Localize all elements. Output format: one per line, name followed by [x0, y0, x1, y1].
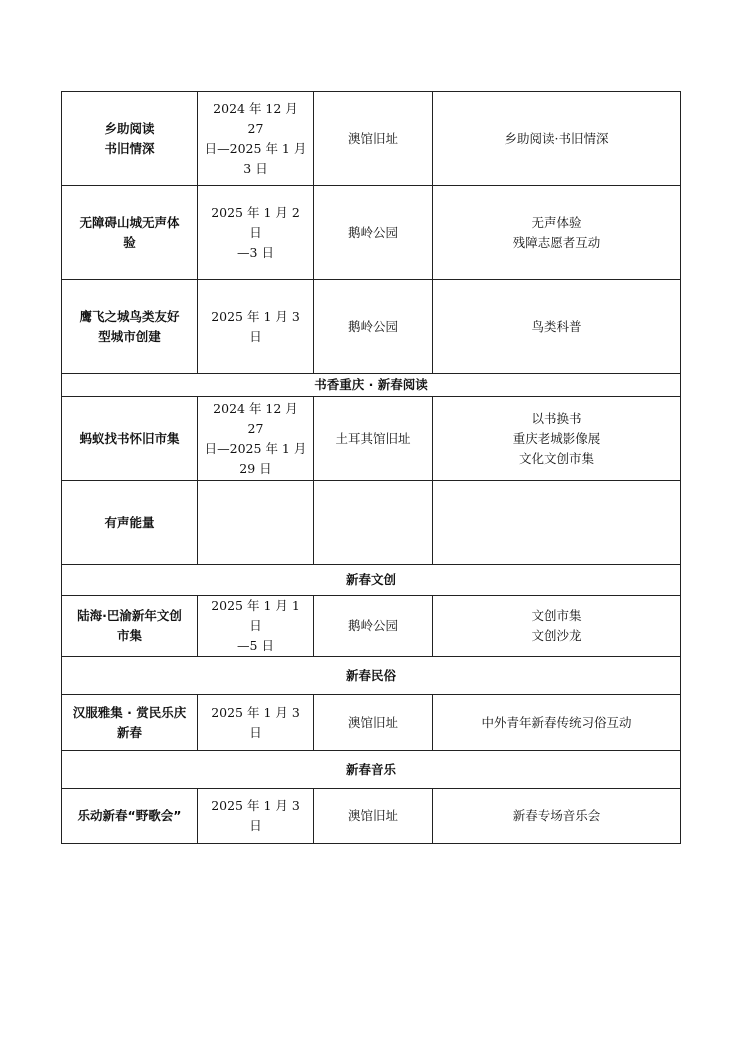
event-content: [433, 596, 681, 657]
event-content: [433, 92, 681, 186]
event-content: [433, 789, 681, 844]
event-name: [62, 789, 198, 844]
event-place: [314, 789, 433, 844]
event-name-line: 汉服雅集 · 赏民乐庆: [72, 704, 187, 720]
event-content-line: 残障志愿者互动: [512, 234, 601, 250]
event-content: [433, 280, 681, 374]
event-content: [433, 481, 681, 565]
event-name-line: 蚂蚁找书怀旧市集: [79, 430, 180, 446]
event-content-line: 文创市集: [531, 608, 582, 623]
event-date-line: 29 日: [239, 460, 272, 476]
event-content-line: 以书换书: [531, 410, 582, 426]
event-date-line: 日—2025 年 1 月: [204, 440, 307, 456]
section-title: [62, 751, 681, 789]
event-place-line: 澳馆旧址: [347, 714, 398, 730]
event-name-line: 鹰飞之城鸟类友好: [79, 308, 180, 324]
section-title-line: 书香重庆 · 新春阅读: [314, 377, 428, 392]
event-name: [62, 695, 198, 751]
event-place: [314, 92, 433, 186]
table-row: [62, 186, 681, 280]
table-row: [62, 481, 681, 565]
event-date-line: 2025 年 1 月 3 日: [211, 308, 300, 344]
event-name-line: 验: [123, 234, 136, 250]
event-place: [314, 481, 433, 565]
event-schedule-table: [61, 91, 681, 844]
table-row: [62, 695, 681, 751]
event-name-line: 型城市创建: [98, 328, 161, 344]
event-name-line: 乐动新春“野歌会”: [77, 808, 182, 823]
section-title-line: 新春民俗: [345, 667, 396, 683]
event-name: [62, 280, 198, 374]
event-date-line: 日—2025 年 1 月: [204, 140, 307, 156]
event-content-line: 重庆老城影像展: [512, 430, 601, 446]
section-title-line: 新春音乐: [345, 761, 396, 777]
event-date: [198, 481, 314, 565]
event-content-line: 文创沙龙: [531, 628, 582, 643]
table-row: [62, 92, 681, 186]
event-date-line: 2025 年 1 月 1 日: [211, 598, 300, 633]
event-name-line: 有声能量: [104, 514, 155, 530]
event-date-line: 2025 年 1 月 3 日: [211, 798, 300, 833]
table-row: [62, 596, 681, 657]
event-content-line: 文化文创市集: [518, 450, 594, 466]
event-place-line: 澳馆旧址: [347, 808, 398, 823]
event-name-line: 乡助阅读: [104, 120, 155, 136]
event-date-line: 2024 年 12 月 27: [213, 100, 298, 136]
event-place-line: 土耳其馆旧址: [335, 430, 411, 446]
event-place-line: 鹅岭公园: [347, 318, 398, 334]
event-date-line: 2024 年 12 月 27: [213, 400, 298, 436]
event-date-line: 3 日: [243, 160, 268, 176]
event-place-line: 鹅岭公园: [347, 618, 398, 633]
event-date: [198, 596, 314, 657]
event-date: [198, 695, 314, 751]
event-name-line: 市集: [116, 628, 142, 643]
event-name-line: 新春: [116, 724, 142, 740]
event-name-line: 无障碍山城无声体: [79, 214, 180, 230]
event-place: [314, 596, 433, 657]
event-content-line: 无声体验: [531, 214, 582, 230]
event-name: [62, 397, 198, 481]
event-name-line: 书旧情深: [104, 140, 155, 156]
table-body: [62, 92, 681, 844]
section-header-row: [62, 657, 681, 695]
event-name: [62, 481, 198, 565]
event-content-line: 中外青年新春传统习俗互动: [481, 714, 632, 730]
event-name: [62, 92, 198, 186]
event-date-line: —5 日: [237, 638, 274, 653]
section-title: [62, 374, 681, 397]
event-place-line: 澳馆旧址: [347, 130, 398, 146]
section-title: [62, 565, 681, 596]
event-date: [198, 280, 314, 374]
event-place: [314, 397, 433, 481]
event-date: [198, 397, 314, 481]
section-header-row: [62, 374, 681, 397]
event-name: [62, 596, 198, 657]
event-name-line: 陆海·巴渝新年文创: [77, 608, 182, 623]
event-date-line: —3 日: [237, 244, 274, 260]
section-header-row: [62, 565, 681, 596]
event-date-line: 2025 年 1 月 2 日: [211, 204, 300, 240]
event-content-line: 乡助阅读·书旧情深: [504, 130, 609, 146]
section-header-row: [62, 751, 681, 789]
event-name: [62, 186, 198, 280]
event-content: [433, 186, 681, 280]
table-row: [62, 397, 681, 481]
event-place: [314, 280, 433, 374]
section-title-line: 新春文创: [345, 572, 396, 587]
event-content: [433, 695, 681, 751]
event-place: [314, 186, 433, 280]
event-date: [198, 92, 314, 186]
event-place: [314, 695, 433, 751]
table-row: [62, 789, 681, 844]
event-date-line: 2025 年 1 月 3 日: [211, 704, 300, 740]
section-title: [62, 657, 681, 695]
event-date: [198, 186, 314, 280]
table-row: [62, 280, 681, 374]
event-content-line: 新春专场音乐会: [512, 808, 601, 823]
event-content-line: 鸟类科普: [531, 318, 582, 334]
event-content: [433, 397, 681, 481]
event-place-line: 鹅岭公园: [347, 224, 398, 240]
event-date: [198, 789, 314, 844]
